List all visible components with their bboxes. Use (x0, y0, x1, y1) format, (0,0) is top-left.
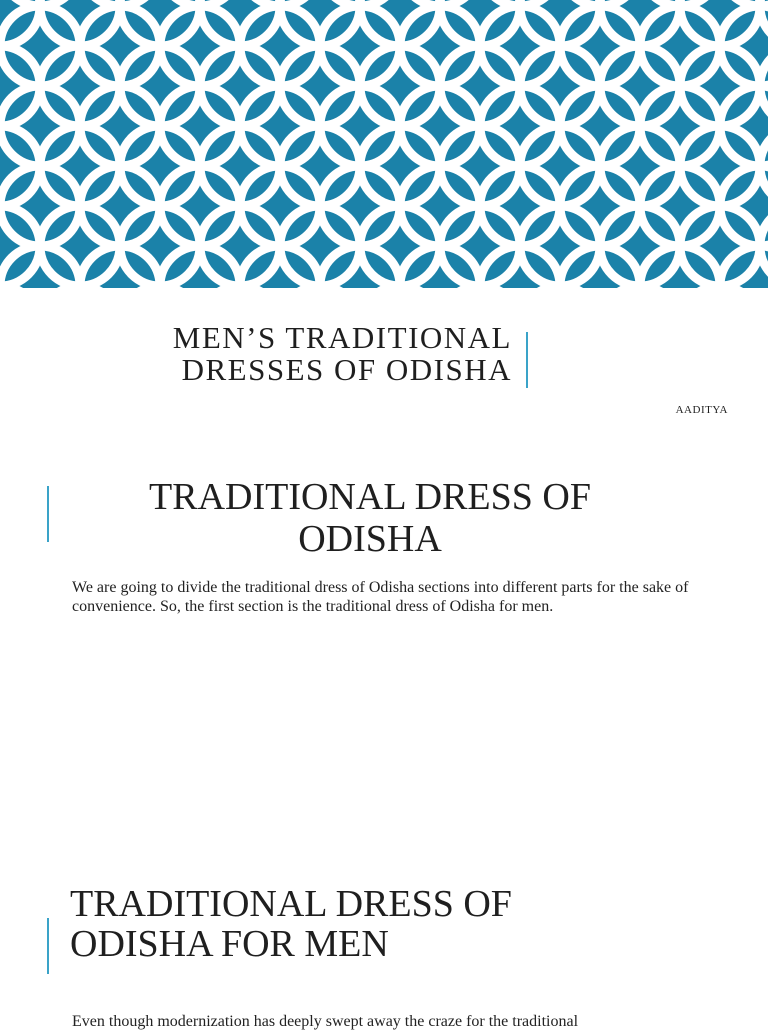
title-accent-line (526, 332, 528, 388)
mens-title-line-2: ODISHA FOR MEN (70, 923, 389, 965)
title-line-2: DRESSES OF ODISHA (181, 352, 512, 387)
section-accent-line (47, 486, 49, 542)
section-body-text: We are going to divide the traditional dress of Odisha sections into different parts for the sake of convenience. So, the first section is the traditional dress of Odisha for men. (72, 579, 689, 615)
title-slide-heading (120, 322, 512, 386)
mens-section-body-text: Even though modernization has deeply swept away the craze for the traditional (72, 1013, 579, 1030)
author-name: AADITYA (675, 404, 728, 416)
pattern-banner (0, 0, 768, 288)
mens-section-title (70, 884, 690, 964)
section-title: TRADITIONAL DRESS OF ODISHA (149, 476, 591, 560)
interlocking-circles-pattern (0, 0, 768, 288)
mens-section-accent-line (47, 918, 49, 974)
mens-title-line-1: TRADITIONAL DRESS OF (70, 883, 512, 925)
title-line-1: MEN’S TRADITIONAL (172, 320, 512, 355)
